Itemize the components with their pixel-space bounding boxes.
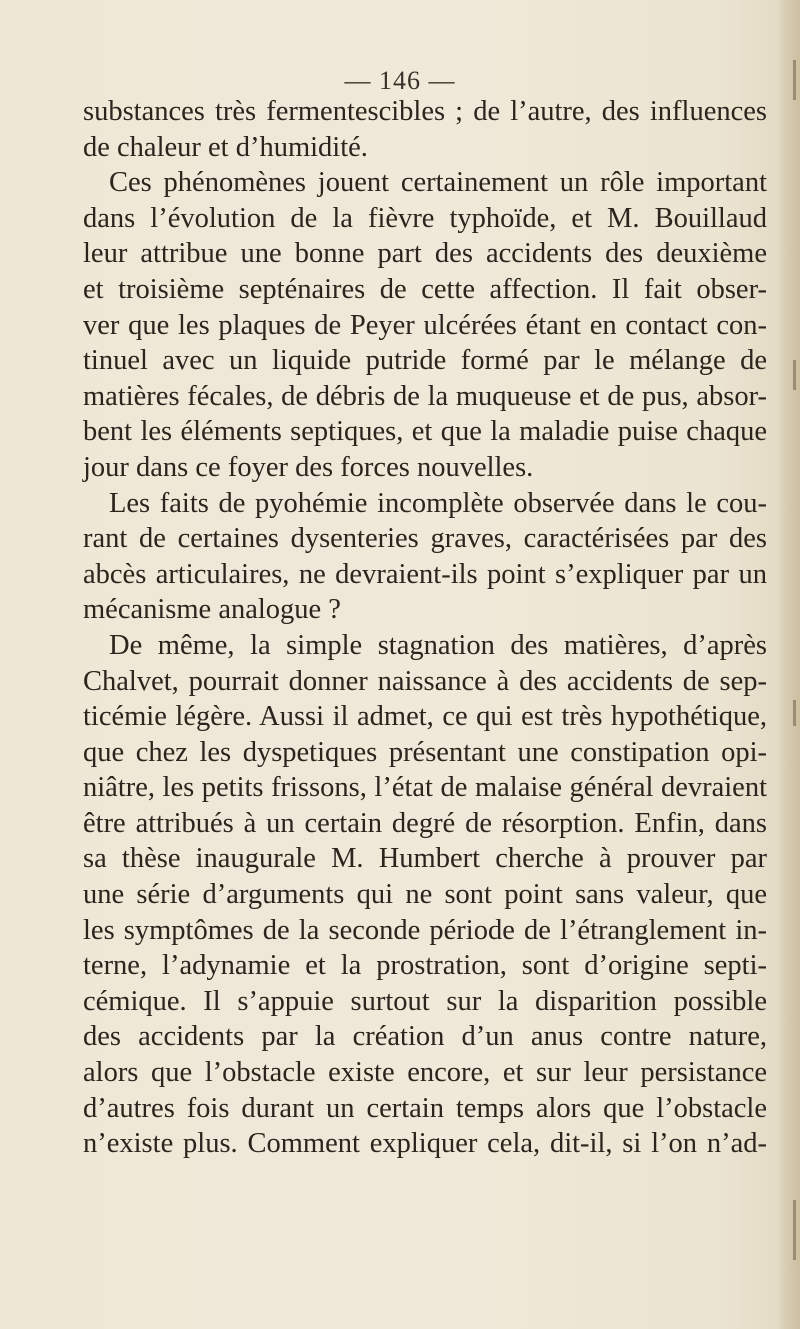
text-line: mécanisme analogue ? bbox=[83, 594, 341, 626]
text-line: les symptômes de la seconde période de l’étranglement in- bbox=[83, 914, 767, 946]
text-line: n’existe plus. Comment expliquer cela, dit-il, si l’on n’ad- bbox=[83, 1128, 767, 1160]
text-line: une série d’arguments qui ne sont point sans valeur, que bbox=[83, 879, 767, 911]
text-line: alors que l’obstacle existe encore, et sur leur persistance bbox=[83, 1057, 767, 1089]
text-line: dans l’évolution de la fièvre typhoïde, et M. Bouillaud bbox=[83, 202, 767, 234]
page-number: — 146 — bbox=[344, 66, 456, 95]
text-line: être attribués à un certain degré de résorption. Enfin, dans bbox=[83, 807, 767, 839]
text-line: tinuel avec un liquide putride formé par le mélange de bbox=[83, 345, 767, 377]
text-line: ticémie légère. Aussi il admet, ce qui est très hypothétique, bbox=[83, 701, 767, 733]
text-line: ver que les plaques de Peyer ulcérées étant en contact con- bbox=[83, 309, 767, 341]
text-line: leur attribue une bonne part des accidents des deuxième bbox=[83, 238, 767, 270]
text-line: bent les éléments septiques, et que la maladie puise chaque bbox=[83, 416, 767, 448]
text-line: des accidents par la création d’un anus contre nature, bbox=[83, 1021, 767, 1053]
edge-mark bbox=[793, 700, 796, 726]
text-line: jour dans ce foyer des forces nouvelles. bbox=[83, 451, 534, 483]
text-line: substances très fermentescibles ; de l’autre, des influences bbox=[83, 96, 767, 127]
edge-mark bbox=[793, 360, 796, 390]
text-line: que chez les dyspetiques présentant une constipation opi- bbox=[83, 736, 767, 768]
text-line: matières fécales, de débris de la muqueuse et de pus, absor- bbox=[83, 380, 767, 412]
text-line: niâtre, les petits frissons, l’état de malaise général devraient bbox=[83, 772, 767, 804]
body-text bbox=[83, 94, 767, 1162]
text-line: cémique. Il s’appuie surtout sur la disparition possible bbox=[83, 985, 767, 1017]
text-line: abcès articulaires, ne devraient-ils point s’expliquer par un bbox=[83, 558, 767, 590]
text-line: rant de certaines dysenteries graves, caractérisées par des bbox=[83, 523, 767, 555]
text-line: De même, la simple stagnation des matières, d’après bbox=[109, 629, 767, 661]
text-line: d’autres fois durant un certain temps alors que l’obstacle bbox=[83, 1092, 767, 1124]
edge-mark bbox=[793, 1200, 796, 1260]
text-line: de chaleur et d’humidité. bbox=[83, 131, 368, 163]
text-line: sa thèse inaugurale M. Humbert cherche à prouver par bbox=[83, 843, 767, 875]
text-line: Les faits de pyohémie incomplète observée dans le cou- bbox=[109, 487, 767, 519]
text-line: Ces phénomènes jouent certainement un rôle important bbox=[109, 167, 767, 199]
text-line: et troisième septénaires de cette affection. Il fait obser- bbox=[83, 273, 767, 305]
page-edge-shadow bbox=[778, 0, 800, 1329]
text-line: Chalvet, pourrait donner naissance à des accidents de sep- bbox=[83, 665, 767, 697]
text-line: terne, l’adynamie et la prostration, sont d’origine septi- bbox=[83, 950, 767, 982]
